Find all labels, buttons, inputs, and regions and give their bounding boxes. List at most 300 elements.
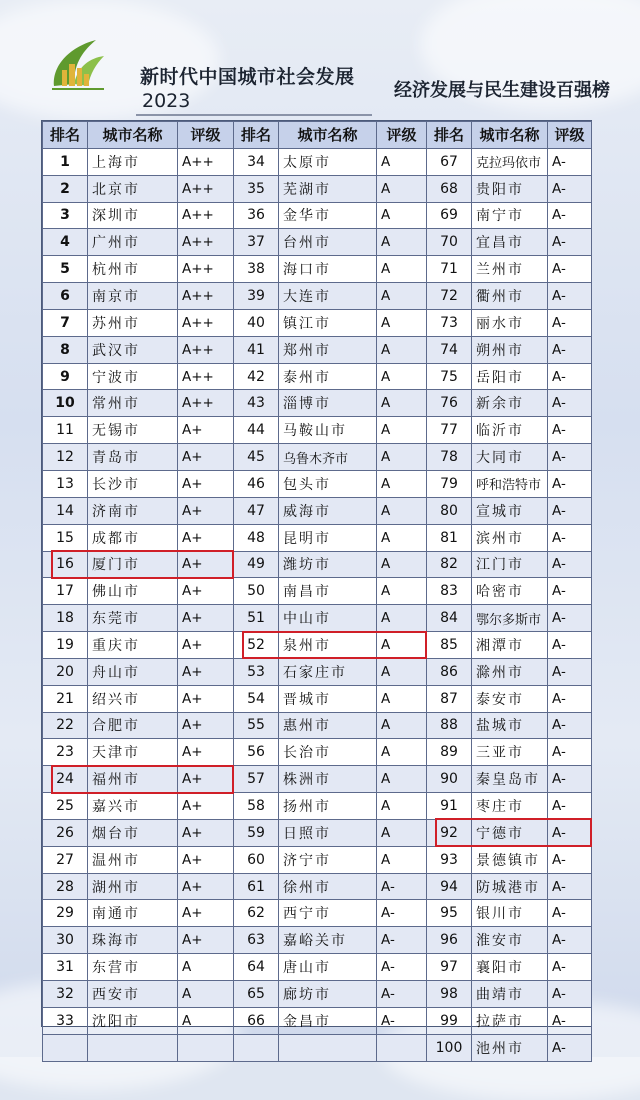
grade-cell: A++ [178, 390, 234, 417]
city-cell: 珠海市 [88, 927, 178, 954]
city-cell: 秦皇岛市 [472, 766, 548, 793]
rank-cell: 62 [234, 900, 279, 927]
city-cell: 南通市 [88, 900, 178, 927]
city-header: 城市名称 [472, 122, 548, 149]
rank-cell: 13 [43, 470, 88, 497]
grade-header: 评级 [548, 122, 592, 149]
city-cell: 天津市 [88, 739, 178, 766]
city-cell: 中山市 [279, 605, 377, 632]
rank-cell: 37 [234, 229, 279, 256]
city-cell: 江门市 [472, 551, 548, 578]
rank-cell [43, 1034, 88, 1061]
rank-cell: 99 [427, 1007, 472, 1034]
grade-cell: A- [548, 229, 592, 256]
city-cell: 湘潭市 [472, 632, 548, 659]
table-row [43, 846, 592, 873]
table-row [43, 819, 592, 846]
rank-cell: 80 [427, 497, 472, 524]
rank-cell: 89 [427, 739, 472, 766]
city-cell: 兰州市 [472, 256, 548, 283]
city-cell: 曲靖市 [472, 981, 548, 1008]
grade-cell: A+ [178, 658, 234, 685]
grade-cell: A- [548, 417, 592, 444]
city-cell: 金华市 [279, 202, 377, 229]
city-cell: 朔州市 [472, 336, 548, 363]
city-cell: 青岛市 [88, 444, 178, 471]
rank-cell: 60 [234, 846, 279, 873]
grade-cell: A+ [178, 819, 234, 846]
grade-cell: A- [548, 336, 592, 363]
city-cell: 淄博市 [279, 390, 377, 417]
grade-cell: A [377, 470, 427, 497]
city-cell: 宁波市 [88, 363, 178, 390]
page-title: 新时代中国城市社会发展 [140, 66, 355, 88]
city-cell: 海口市 [279, 256, 377, 283]
city-cell: 济宁市 [279, 846, 377, 873]
table-row [43, 551, 592, 578]
header [30, 18, 610, 114]
city-cell: 日照市 [279, 819, 377, 846]
grade-cell: A+ [178, 578, 234, 605]
city-cell: 昆明市 [279, 524, 377, 551]
city-cell: 哈密市 [472, 578, 548, 605]
table-row [43, 309, 592, 336]
city-cell: 济南市 [88, 497, 178, 524]
rank-cell: 67 [427, 148, 472, 175]
grade-cell: A [377, 524, 427, 551]
grade-header: 评级 [377, 122, 427, 149]
rank-cell: 41 [234, 336, 279, 363]
grade-cell: A- [548, 927, 592, 954]
city-cell: 宁德市 [472, 819, 548, 846]
grade-cell: A+ [178, 417, 234, 444]
table-row [43, 1034, 592, 1061]
grade-cell: A [377, 229, 427, 256]
grade-cell: A- [548, 900, 592, 927]
rank-cell: 71 [427, 256, 472, 283]
rank-cell: 47 [234, 497, 279, 524]
rank-cell: 82 [427, 551, 472, 578]
grade-cell: A- [548, 1007, 592, 1034]
grade-cell: A+ [178, 712, 234, 739]
rank-cell: 36 [234, 202, 279, 229]
grade-cell: A- [548, 712, 592, 739]
grade-cell: A- [548, 444, 592, 471]
city-cell: 石家庄市 [279, 658, 377, 685]
rank-cell: 20 [43, 658, 88, 685]
rank-cell: 17 [43, 578, 88, 605]
grade-cell: A- [377, 1007, 427, 1034]
city-cell: 杭州市 [88, 256, 178, 283]
city-cell: 株洲市 [279, 766, 377, 793]
rank-cell: 70 [427, 229, 472, 256]
city-cell: 惠州市 [279, 712, 377, 739]
city-cell: 呼和浩特市 [472, 470, 548, 497]
rank-cell: 63 [234, 927, 279, 954]
grade-cell: A [178, 981, 234, 1008]
table-row [43, 283, 592, 310]
rank-cell: 11 [43, 417, 88, 444]
rank-cell: 32 [43, 981, 88, 1008]
rank-cell: 95 [427, 900, 472, 927]
grade-cell: A- [548, 819, 592, 846]
grade-cell: A++ [178, 256, 234, 283]
table-row [43, 1007, 592, 1034]
city-cell: 潍坊市 [279, 551, 377, 578]
rank-cell: 29 [43, 900, 88, 927]
city-cell: 临沂市 [472, 417, 548, 444]
table-row [43, 497, 592, 524]
rank-header: 排名 [43, 122, 88, 149]
grade-cell: A [377, 148, 427, 175]
title-divider [136, 114, 372, 116]
grade-cell: A- [548, 497, 592, 524]
grade-cell: A+ [178, 873, 234, 900]
city-cell: 苏州市 [88, 309, 178, 336]
table-row [43, 229, 592, 256]
rank-cell: 51 [234, 605, 279, 632]
city-cell: 东莞市 [88, 605, 178, 632]
city-cell: 扬州市 [279, 793, 377, 820]
rank-cell: 42 [234, 363, 279, 390]
table-row [43, 175, 592, 202]
city-cell: 泰安市 [472, 685, 548, 712]
rank-cell: 5 [43, 256, 88, 283]
page-subtitle: 经济发展与民生建设百强榜 [394, 80, 610, 101]
rank-cell: 52 [234, 632, 279, 659]
grade-cell: A- [548, 551, 592, 578]
city-cell: 南宁市 [472, 202, 548, 229]
city-cell: 衢州市 [472, 283, 548, 310]
city-cell: 南昌市 [279, 578, 377, 605]
rank-cell: 91 [427, 793, 472, 820]
grade-cell: A++ [178, 336, 234, 363]
table-row [43, 712, 592, 739]
rank-cell: 40 [234, 309, 279, 336]
city-cell: 晋城市 [279, 685, 377, 712]
grade-cell: A+ [178, 470, 234, 497]
city-cell: 威海市 [279, 497, 377, 524]
rank-cell: 31 [43, 954, 88, 981]
grade-cell: A- [548, 202, 592, 229]
rank-cell: 33 [43, 1007, 88, 1034]
grade-cell: A [377, 202, 427, 229]
rank-cell: 98 [427, 981, 472, 1008]
rank-cell: 25 [43, 793, 88, 820]
table-header-row [43, 122, 592, 149]
rank-cell: 72 [427, 283, 472, 310]
city-cell: 丽水市 [472, 309, 548, 336]
ranking-table-container [41, 120, 592, 1057]
table-row [43, 256, 592, 283]
rank-cell: 56 [234, 739, 279, 766]
grade-cell: A++ [178, 148, 234, 175]
city-cell: 北京市 [88, 175, 178, 202]
rank-cell: 66 [234, 1007, 279, 1034]
grade-cell: A [377, 819, 427, 846]
city-cell: 滨州市 [472, 524, 548, 551]
grade-cell: A [377, 175, 427, 202]
grade-cell: A- [377, 981, 427, 1008]
city-cell: 武汉市 [88, 336, 178, 363]
grade-cell: A- [377, 873, 427, 900]
city-cell: 南京市 [88, 283, 178, 310]
grade-cell: A [377, 846, 427, 873]
rank-cell: 15 [43, 524, 88, 551]
rank-cell: 81 [427, 524, 472, 551]
grade-cell: A- [377, 954, 427, 981]
grade-cell: A+ [178, 766, 234, 793]
grade-header: 评级 [178, 122, 234, 149]
rank-cell: 24 [43, 766, 88, 793]
city-cell: 嘉兴市 [88, 793, 178, 820]
city-cell: 长治市 [279, 739, 377, 766]
city-cell: 镇江市 [279, 309, 377, 336]
rank-cell: 84 [427, 605, 472, 632]
rank-cell: 92 [427, 819, 472, 846]
rank-cell: 78 [427, 444, 472, 471]
table-row [43, 470, 592, 497]
rank-cell: 26 [43, 819, 88, 846]
table-row [43, 578, 592, 605]
city-header: 城市名称 [279, 122, 377, 149]
table-row [43, 954, 592, 981]
grade-cell: A+ [178, 444, 234, 471]
city-header: 城市名称 [88, 122, 178, 149]
grade-cell: A++ [178, 283, 234, 310]
table-row [43, 981, 592, 1008]
city-cell: 池州市 [472, 1034, 548, 1061]
grade-cell: A- [548, 954, 592, 981]
table-row [43, 873, 592, 900]
city-cell: 成都市 [88, 524, 178, 551]
grade-cell: A [377, 256, 427, 283]
city-cell: 郑州市 [279, 336, 377, 363]
table-row [43, 202, 592, 229]
grade-cell: A++ [178, 363, 234, 390]
table-row [43, 605, 592, 632]
grade-cell: A [377, 551, 427, 578]
table-row [43, 685, 592, 712]
rank-cell: 39 [234, 283, 279, 310]
rank-cell: 12 [43, 444, 88, 471]
table-row [43, 793, 592, 820]
rank-cell: 83 [427, 578, 472, 605]
city-cell: 西宁市 [279, 900, 377, 927]
city-cell: 西安市 [88, 981, 178, 1008]
grade-cell: A [377, 444, 427, 471]
grade-cell: A- [377, 900, 427, 927]
rank-cell: 27 [43, 846, 88, 873]
grade-cell: A- [548, 148, 592, 175]
rank-cell: 59 [234, 819, 279, 846]
rank-cell: 45 [234, 444, 279, 471]
rank-header: 排名 [234, 122, 279, 149]
table-row [43, 524, 592, 551]
rank-cell: 75 [427, 363, 472, 390]
city-cell: 嘉峪关市 [279, 927, 377, 954]
rank-cell: 77 [427, 417, 472, 444]
city-cell: 大连市 [279, 283, 377, 310]
table-row [43, 900, 592, 927]
grade-cell: A+ [178, 793, 234, 820]
rank-cell: 87 [427, 685, 472, 712]
rank-cell: 46 [234, 470, 279, 497]
rank-cell: 57 [234, 766, 279, 793]
rank-cell: 90 [427, 766, 472, 793]
grade-cell: A- [548, 605, 592, 632]
ranking-table [42, 121, 592, 1062]
grade-cell: A- [548, 658, 592, 685]
grade-cell: A+ [178, 685, 234, 712]
rank-cell: 96 [427, 927, 472, 954]
grade-cell [178, 1034, 234, 1061]
city-cell: 佛山市 [88, 578, 178, 605]
city-cell: 上海市 [88, 148, 178, 175]
city-cell: 新余市 [472, 390, 548, 417]
city-cell: 三亚市 [472, 739, 548, 766]
rank-cell: 68 [427, 175, 472, 202]
rank-cell: 93 [427, 846, 472, 873]
rank-cell: 34 [234, 148, 279, 175]
city-cell: 贵阳市 [472, 175, 548, 202]
city-cell: 克拉玛依市 [472, 148, 548, 175]
rank-cell: 28 [43, 873, 88, 900]
city-cell: 廊坊市 [279, 981, 377, 1008]
table-row [43, 363, 592, 390]
city-cell: 宜昌市 [472, 229, 548, 256]
rank-cell: 14 [43, 497, 88, 524]
city-cell: 舟山市 [88, 658, 178, 685]
table-row [43, 739, 592, 766]
city-cell: 东营市 [88, 954, 178, 981]
grade-cell: A+ [178, 524, 234, 551]
rank-cell: 50 [234, 578, 279, 605]
city-cell: 温州市 [88, 846, 178, 873]
rank-cell: 94 [427, 873, 472, 900]
grade-cell: A+ [178, 927, 234, 954]
city-cell: 乌鲁木齐市 [279, 444, 377, 471]
grade-cell: A [377, 793, 427, 820]
rank-cell: 54 [234, 685, 279, 712]
table-row [43, 632, 592, 659]
rank-cell: 53 [234, 658, 279, 685]
grade-cell: A+ [178, 497, 234, 524]
grade-cell: A- [548, 390, 592, 417]
city-cell: 枣庄市 [472, 793, 548, 820]
rank-cell: 4 [43, 229, 88, 256]
grade-cell: A [377, 685, 427, 712]
rank-cell: 61 [234, 873, 279, 900]
grade-cell: A+ [178, 605, 234, 632]
table-row [43, 658, 592, 685]
grade-cell: A [377, 632, 427, 659]
grade-cell: A [377, 390, 427, 417]
grade-cell: A- [548, 981, 592, 1008]
grade-cell [377, 1034, 427, 1061]
grade-cell: A [377, 283, 427, 310]
rank-cell: 2 [43, 175, 88, 202]
grade-cell: A [377, 336, 427, 363]
table-row [43, 336, 592, 363]
city-cell: 深圳市 [88, 202, 178, 229]
rank-cell: 18 [43, 605, 88, 632]
grade-cell: A+ [178, 551, 234, 578]
grade-cell: A [178, 1007, 234, 1034]
grade-cell: A- [548, 256, 592, 283]
rank-cell: 44 [234, 417, 279, 444]
rank-cell: 6 [43, 283, 88, 310]
rank-cell: 7 [43, 309, 88, 336]
grade-cell: A- [548, 524, 592, 551]
grade-cell: A- [548, 739, 592, 766]
grade-cell: A- [548, 309, 592, 336]
rank-cell: 9 [43, 363, 88, 390]
city-cell: 防城港市 [472, 873, 548, 900]
city-cell: 拉萨市 [472, 1007, 548, 1034]
rank-cell: 65 [234, 981, 279, 1008]
city-cell: 盐城市 [472, 712, 548, 739]
grade-cell: A [377, 363, 427, 390]
grade-cell: A [377, 578, 427, 605]
rank-cell: 22 [43, 712, 88, 739]
rank-cell: 35 [234, 175, 279, 202]
rank-cell: 85 [427, 632, 472, 659]
rank-cell: 88 [427, 712, 472, 739]
city-cell: 包头市 [279, 470, 377, 497]
grade-cell: A- [548, 578, 592, 605]
city-cell: 福州市 [88, 766, 178, 793]
grade-cell: A- [548, 363, 592, 390]
city-cell: 广州市 [88, 229, 178, 256]
rank-cell: 16 [43, 551, 88, 578]
grade-cell: A [377, 605, 427, 632]
grade-cell: A- [548, 632, 592, 659]
city-cell: 淮安市 [472, 927, 548, 954]
rank-cell: 8 [43, 336, 88, 363]
grade-cell: A+ [178, 846, 234, 873]
city-cell: 台州市 [279, 229, 377, 256]
rank-cell: 49 [234, 551, 279, 578]
city-cell: 无锡市 [88, 417, 178, 444]
city-cell [279, 1034, 377, 1061]
grade-cell: A++ [178, 229, 234, 256]
rank-cell: 73 [427, 309, 472, 336]
city-cell: 大同市 [472, 444, 548, 471]
city-cell: 马鞍山市 [279, 417, 377, 444]
grade-cell: A [377, 739, 427, 766]
city-cell: 重庆市 [88, 632, 178, 659]
rank-cell: 55 [234, 712, 279, 739]
grade-cell: A [377, 417, 427, 444]
rank-cell: 74 [427, 336, 472, 363]
grade-cell: A+ [178, 632, 234, 659]
rank-cell: 10 [43, 390, 88, 417]
rank-cell: 48 [234, 524, 279, 551]
city-cell: 烟台市 [88, 819, 178, 846]
rank-cell: 69 [427, 202, 472, 229]
rank-cell: 43 [234, 390, 279, 417]
grade-cell: A- [548, 766, 592, 793]
city-cell: 徐州市 [279, 873, 377, 900]
table-row [43, 417, 592, 444]
city-cell: 泰州市 [279, 363, 377, 390]
city-cell: 景德镇市 [472, 846, 548, 873]
grade-cell: A- [377, 927, 427, 954]
grade-cell: A++ [178, 202, 234, 229]
rank-cell: 19 [43, 632, 88, 659]
city-cell: 厦门市 [88, 551, 178, 578]
